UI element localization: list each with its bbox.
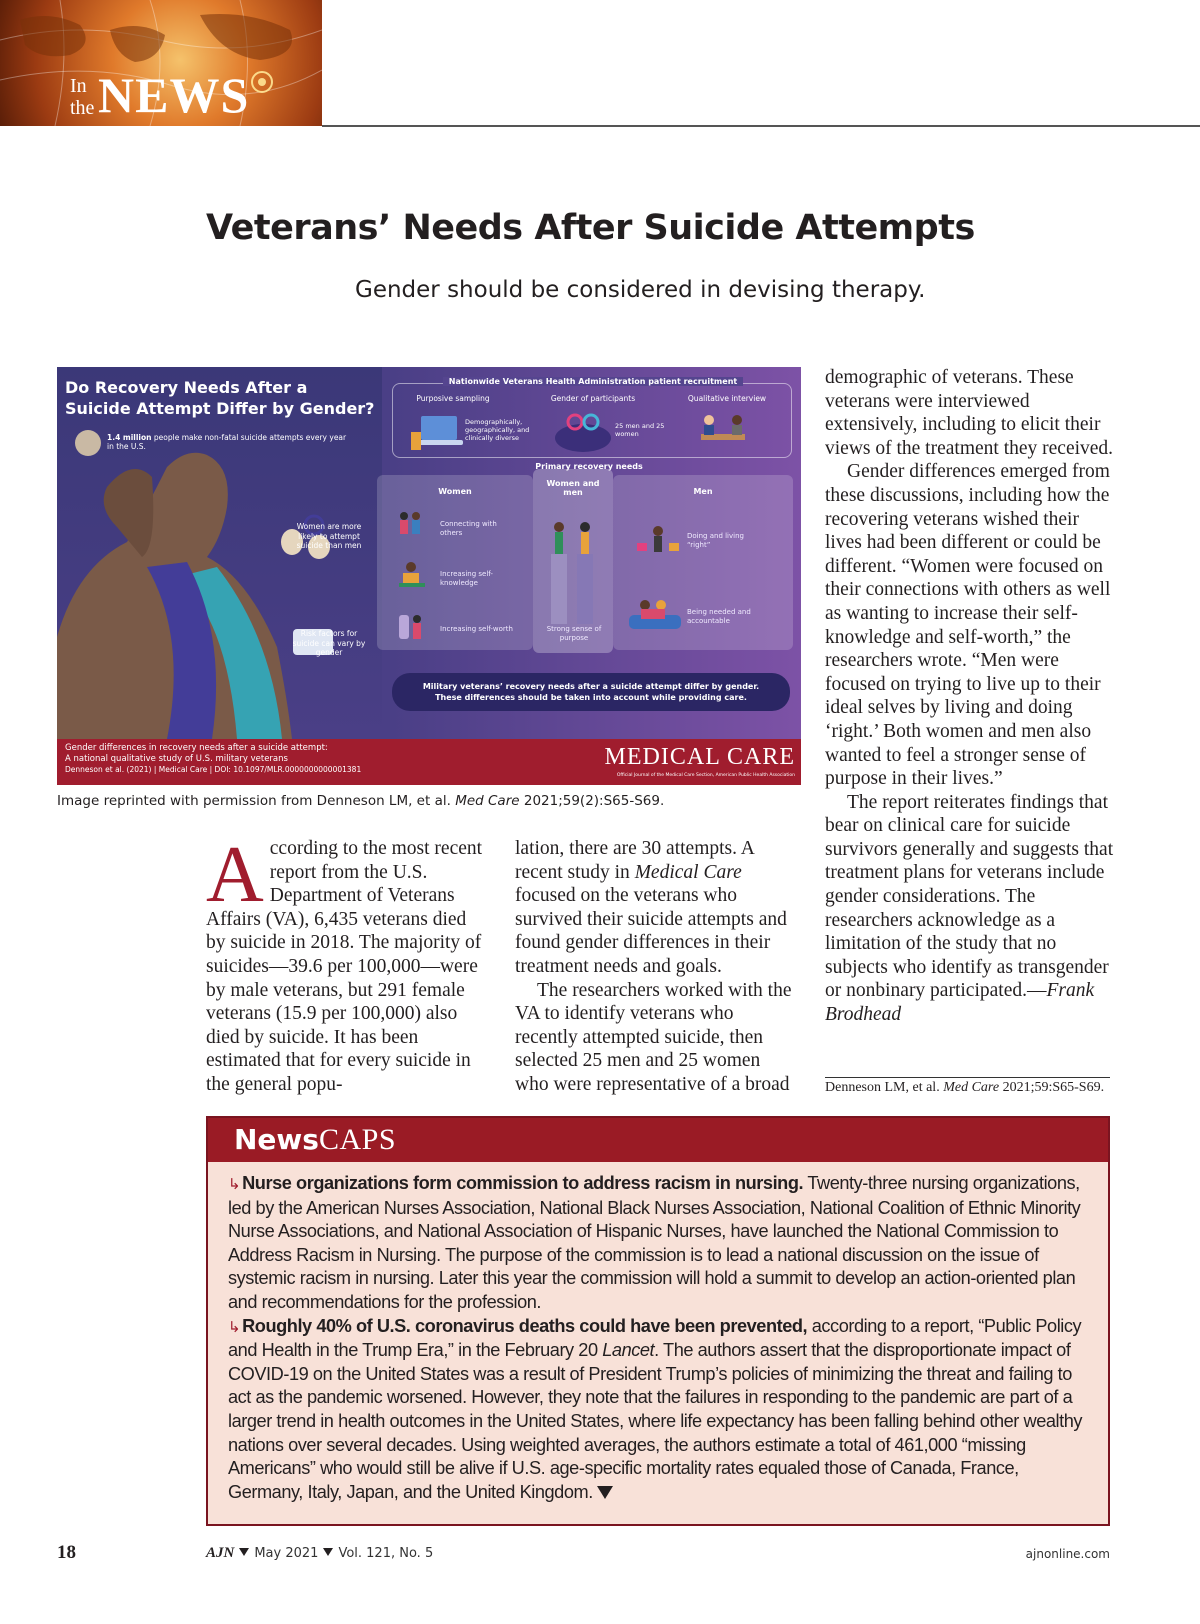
arrow-bullet-icon: ↳ xyxy=(228,1176,241,1193)
banner-in-text: In xyxy=(70,75,87,97)
column-2-text-a: lation, there are 30 attempts. A recent study in xyxy=(515,838,754,883)
column-3-paragraph-1: demographic of veterans. These veterans were interviewed extensively, including to elicit their views of the treatment they received. xyxy=(825,367,1114,459)
saluting-veteran-illustration xyxy=(57,447,382,739)
newscaps-item-2-text-b: . The authors assert that the disproportionate impact of COVID-19 on the United States was a result of President Trump’s policies of minimizing the threat and failing to act as the pandemic worsened. However, they note that the failures in responding to the pandemic are part of a larger trend in health outcomes in the United States, where life expectancy has been falling behind other wealthy nations over several decades. Using weighted averages, the authors estimate a total of 461,000 “missing Americans” who would still be alive if U.S. age-specific mortality rates equaled those of Canada, France, Germany, Italy, Japan, and the United Kingdom. xyxy=(228,1340,1083,1502)
women-reading-icon xyxy=(397,561,427,595)
conclusion-line-1: Military veterans’ recovery needs after a suicide attempt differ by gender. xyxy=(422,682,760,691)
infographic-footer xyxy=(57,739,801,785)
column-2-journal: Medical Care xyxy=(634,861,742,883)
podium-figures-icon xyxy=(545,519,601,629)
triangle-separator-icon xyxy=(239,1548,249,1556)
article-title: Veterans’ Needs After Suicide Attempts xyxy=(206,208,975,248)
site-url: ajnonline.com xyxy=(1025,1547,1110,1561)
primary-needs-title: Primary recovery needs xyxy=(535,462,643,471)
newscaps-item-2 xyxy=(228,1315,1094,1505)
interview-icon xyxy=(693,408,753,454)
caption-text: Image reprinted with permission from Denneson LM, et al. xyxy=(57,793,456,809)
women-item-self-knowledge: Increasing self-knowledge xyxy=(440,570,493,587)
folio xyxy=(206,1545,433,1562)
image-caption xyxy=(57,793,664,809)
article-subtitle: Gender should be considered in devising therapy. xyxy=(355,277,926,303)
men-item-doing-right: Doing and living “right” xyxy=(687,532,744,549)
infographic-conclusion xyxy=(392,673,790,711)
page-number: 18 xyxy=(57,1542,76,1563)
recruitment-box xyxy=(392,377,792,458)
men-balancing-icon xyxy=(633,525,683,565)
newscaps-item-2-text-a: according to a report, “Public Policy and Health in the Trump Era,” in the February 20 xyxy=(228,1315,1082,1361)
newscaps-title-news: News xyxy=(234,1123,319,1156)
folio-date: May 2021 xyxy=(254,1546,319,1561)
header-rule xyxy=(322,125,1200,127)
purposive-detail: Demographically, geographically, and clinically diverse xyxy=(465,418,530,442)
women-connecting-icon xyxy=(397,511,423,545)
infographic-footer-line-1: Gender differences in recovery needs after a suicide attempt: xyxy=(65,743,328,753)
folio-journal: AJN xyxy=(206,1545,235,1561)
laptop-icon xyxy=(411,410,469,454)
folio-volume: Vol. 121, No. 5 xyxy=(338,1546,434,1561)
gender-detail: 25 men and 25 women xyxy=(615,422,665,438)
newscaps-box xyxy=(206,1116,1110,1526)
body-column-1 xyxy=(206,831,486,1097)
end-mark-icon xyxy=(597,1486,613,1499)
recovery-needs-grid xyxy=(377,475,793,665)
newscaps-title-caps: CAPS xyxy=(318,1123,397,1156)
reference-rule xyxy=(825,1077,1110,1078)
men-column-head: Men xyxy=(693,487,713,496)
triangle-separator-icon xyxy=(323,1548,333,1556)
newscaps-item-1-text: Twenty-three nursing organizations, led by the American Nurses Association, National Black Nurses Association, National Coalition of Ethnic Minority Nurse Associations, and National Association of Hispanic Nurses, have launched the National Commission to Address Racism in Nursing. The purpose of the commission is to lead a national discussion on the issue of systemic racism in nursing. Later this year the commission will hold a summit to develop an action-oriented plan and recommendations for the profession. xyxy=(228,1173,1081,1312)
reference-journal: Med Care xyxy=(943,1080,1000,1095)
person-avatar-icon xyxy=(75,430,101,456)
infographic-citation: Denneson et al. (2021) | Medical Care | DOI: 10.1097/MLR.0000000000001381 xyxy=(65,765,362,774)
drop-cap: A xyxy=(206,831,264,919)
newscaps-item-1-headline: Nurse organizations form commission to address racism in nursing. xyxy=(242,1173,804,1193)
medical-care-logo: MEDICAL CARE xyxy=(604,744,795,770)
risk-factors-note: Risk factors for suicide can vary by gender xyxy=(292,629,366,657)
column-1-text: ccording to the most recent report from the U.S. Department of Veterans Affairs (VA), 6,435 veterans died by suicide in 2018. The majority of suicides—39.6 per 100,000—were by male veterans, but 291 female veterans (15.9 per 100,000) also died by suicide. It has been estimated that for every suicide in the general popu- xyxy=(206,838,483,1095)
arrow-bullet-icon: ↳ xyxy=(228,1318,241,1336)
qualitative-interview-label: Qualitative interview xyxy=(687,394,767,403)
medical-care-tagline: Official Journal of the Medical Care Section, American Public Health Association xyxy=(616,773,795,778)
newscaps-item-2-journal: Lancet xyxy=(602,1340,655,1361)
in-the-news-banner xyxy=(0,0,322,126)
newscaps-body xyxy=(228,1172,1094,1504)
infographic-stat xyxy=(107,433,347,451)
column-3-paragraph-2: Gender differences emerged from these discussions, including how the recovering veterans wished their lives had been different or could be different. “Women were focused on their connections with others as well as wanting to increase their self-knowledge and self-worth,” the researchers wrote. “Men were focused on trying to live up to their ideal selves by living and doing ‘right.’ Both women and men also wanted to feel a stronger sense of purpose in their lives.” xyxy=(825,461,1111,790)
women-item-self-worth: Increasing self-worth xyxy=(440,625,513,633)
author-byline: Frank Brodhead xyxy=(825,980,1095,1026)
newscaps-header xyxy=(208,1118,1108,1162)
reference xyxy=(825,1080,1104,1096)
caption-cite: 2021;59(2):S65-S69. xyxy=(519,793,665,809)
men-family-icon xyxy=(627,595,683,635)
newscaps-title xyxy=(234,1122,396,1158)
reference-text-b: 2021;59:S65-S69. xyxy=(999,1080,1105,1095)
women-mirror-icon xyxy=(397,613,427,649)
reference-text-a: Denneson LM, et al. xyxy=(825,1080,944,1095)
recruitment-title: Nationwide Veterans Health Administration patient recruitment xyxy=(443,377,743,386)
both-column-head: Women and men xyxy=(546,479,600,497)
newscaps-item-1 xyxy=(228,1172,1094,1315)
stat-number: 1.4 million xyxy=(107,433,152,442)
women-item-connecting: Connecting with others xyxy=(440,520,497,537)
banner-the-text: the xyxy=(70,97,95,119)
both-item-purpose: Strong sense of purpose xyxy=(546,625,602,642)
infographic-footer-line-2: A national qualitative study of U.S. military veterans xyxy=(65,753,288,764)
column-2-paragraph-2: The researchers worked with the VA to identify veterans who recently attempted suicide, then selected 25 men and 25 women who were representative of a broad xyxy=(515,979,792,1095)
infographic-title: Do Recovery Needs After a Suicide Attempt Differ by Gender? xyxy=(65,378,375,418)
newscaps-item-2-headline: Roughly 40% of U.S. coronavirus deaths could have been prevented, xyxy=(242,1315,808,1336)
gender-participants-label: Gender of participants xyxy=(550,394,636,403)
women-more-likely-note: Women are more likely to attempt suicide than men xyxy=(296,522,362,550)
men-item-needed: Being needed and accountable xyxy=(687,608,751,625)
column-3-paragraph-3: The report reiterates findings that bear on clinical care for suicide survivors generally and suggests that treatment plans for veterans include gender considerations. The researchers acknowledge as a limitation of the study that no subjects who identify as transgender or nonbinary participated.— xyxy=(825,791,1114,1002)
conclusion-line-2: These differences should be taken into account while providing care. xyxy=(435,693,747,702)
women-column-head: Women xyxy=(438,487,472,496)
infographic xyxy=(57,367,801,785)
purposive-sampling-label: Purposive sampling xyxy=(416,394,490,403)
column-2-text-b: focused on the veterans who survived their suicide attempts and found gender differences in their treatment needs and goals. xyxy=(515,885,787,977)
body-column-2 xyxy=(515,837,795,1097)
banner-news-text: NEWS xyxy=(98,67,250,123)
caption-journal: Med Care xyxy=(455,793,520,809)
stat-text: people make non-fatal suicide attempts every year in the U.S. xyxy=(107,433,347,451)
gender-symbols-icon xyxy=(553,408,613,454)
body-column-3 xyxy=(825,366,1115,1027)
